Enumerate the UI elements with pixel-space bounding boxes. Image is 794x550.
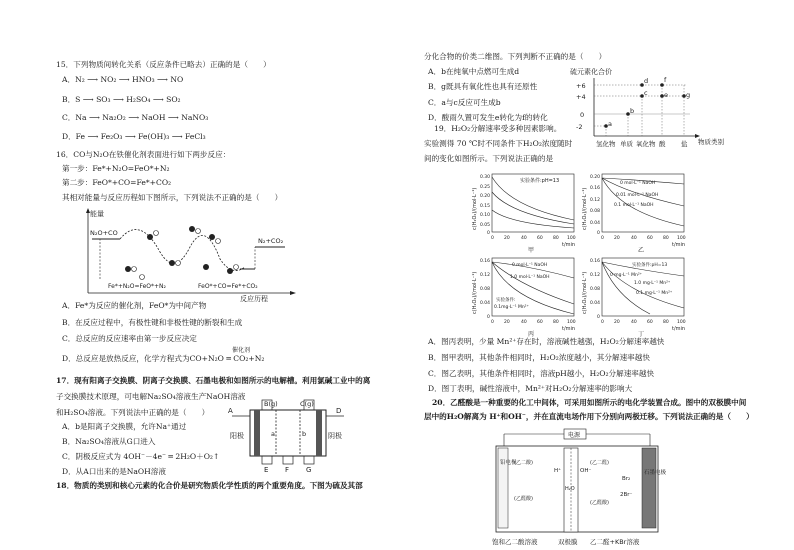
plot-bing-ytick-0: 0.16 [480,259,491,264]
point-d-label: d [644,77,649,85]
plot-jia-ytick-5: 0.05 [480,223,491,228]
q16-catalyst-note: 催化剂 [232,347,251,354]
q16-step1: 第一步：Fe*+N₂O=FeO*+N₂ [62,164,170,173]
plot-bing-xtick-3: 60 [537,320,543,325]
q19-option-a: A．图丙表明，少量 Mn²⁺存在时，溶液碱性越强，H₂O₂分解速率越快 [428,337,665,346]
port-d-label: D [336,407,342,415]
point-b-label: b [630,107,635,115]
step2-level-label: FeO*+CO=Fe*+CO₂ [198,283,258,290]
x-axis-title: 物质类别 [698,138,724,146]
plot-ding-xtick-1: 20 [614,320,620,325]
plot-jia-ytick-2: 0.20 [480,194,491,199]
q15-option-b: B．S ⟶ SO₃ ⟶ H₂SO₄ ⟶ SO₂ [62,95,181,104]
left-solution-caption: 饱和乙二酸溶液 [492,538,538,546]
plot-yi-ytick-5: 0 [597,231,600,236]
plot-yi-xtick-3: 60 [647,236,653,241]
q17-stem-line3: 和H₂SO₄溶液。下列说法中正确的是（ ） [56,408,210,417]
q19-stem-line1: 19．H₂O₂分解速率受多种因素影响。 [434,124,562,133]
port-b-label: B(g) [264,400,278,408]
plot-yi-xlabel: t/min [672,242,686,248]
plot-bing-ytick-3: 0.04 [480,301,491,306]
plot-yi-curve-label-2: 0.01 mol·L⁻¹ NaOH [616,193,659,198]
plot-ding-xtick-5: 100 [677,320,686,325]
energy-axis-label: 能量 [90,210,104,218]
plot-yi-xtick-5: 100 [677,236,686,241]
plot-yi-curve-label-1: 0 mol·L⁻¹ NaOH [620,181,656,186]
plot-bing-xtick-5: 100 [567,320,576,325]
plot-jia-xlabel: t/min [562,242,576,248]
x-tick-acid: 酸 [659,140,666,148]
plot-bing-ytick-1: 0.12 [480,273,491,278]
q18-option-c: C．a与c反应可生成b [428,98,501,107]
electrolysis-cell-figure [228,396,348,476]
q19-stem-line2: 实验测得 70 ℃时不同条件下H₂O₂浓度随时 [424,139,573,148]
q15-option-c: C．Na ⟶ Na₂O₂ ⟶ NaOH ⟶ NaNO₃ [62,113,209,122]
q16-step2: 第二步：FeO*+CO=Fe*+CO₂ [62,178,172,187]
plot-jia-ytick-3: 0.15 [480,204,491,209]
y-tick-plus4: +4 [576,93,586,101]
plot-bing-ylabel: c(H₂O₂)/(mol·L⁻¹) [472,271,478,314]
plot-ding-curve-label-2: 1.0 mg·L⁻¹ Mn²⁺ [634,281,671,286]
point-f-label: f [664,76,667,84]
mol-glyoxal-label: (乙二醛) [590,460,609,466]
port-e-label: E [264,466,269,474]
glyoxylic-acid-cell-figure [492,424,667,548]
point-g-label: g [686,91,691,99]
q18-stem-cont: 分化合物的价类二维图。下列判断不正确的是（ ） [424,52,607,61]
plot-ding-ylabel: c(H₂O₂)/(mol·L⁻¹) [582,271,588,314]
x-tick-element: 单质 [620,140,633,148]
ion-h-plus-label: H⁺ [554,468,562,474]
plot-bing-curve-label-2: 1.0 mol·L⁻¹ NaOH [510,275,550,280]
graphite-electrode-label: 石墨电极 [644,470,667,476]
plot-jia-name: 甲 [528,247,535,254]
q18-option-b: B．g既具有氧化性也具有还原性 [428,82,538,91]
energy-profile-figure [80,207,300,302]
h2o2-plot-ding [580,256,690,336]
plot-jia-xtick-5: 100 [567,236,576,241]
plot-ding-ytick-0: 0.16 [590,259,601,264]
right-solution-caption: 乙二醛+KBr溶液 [590,538,640,546]
plot-ding-ytick-1: 0.12 [590,273,601,278]
point-e-label: e [664,91,668,99]
y-tick-plus6: +6 [576,82,586,90]
plot-ding-ytick-3: 0.04 [590,301,601,306]
bipolar-membrane-caption: 双极膜 [558,538,578,546]
q17-option-a: A．b是阳离子交换膜，允许Na⁺通过 [62,422,187,431]
step1-level-label: Fe*+N₂O=FeO*+N₂ [108,283,166,290]
start-level-label: N₂O+CO [90,229,118,237]
plot-bing-ytick-4: 0 [487,315,490,320]
q16-option-a: A．Fe*为反应的催化剂，FeO*为中间产物 [62,301,207,310]
point-a-label: a [608,120,612,128]
q16-option-c: C．总反应的反应速率由第一步反应决定 [62,334,197,343]
q16-lead: 其相对能量与反应历程如下图所示，下列说法不正确的是（ ） [62,193,283,202]
cathode-label: 阴极 [328,432,342,440]
plot-yi-ytick-2: 0.12 [590,198,601,203]
h2o2-plot-jia [470,172,580,252]
plot-bing-xlabel: t/min [562,326,576,332]
plot-yi-ylabel: c(H₂O₂)/(mol·L⁻¹) [582,187,588,230]
plot-bing-condition2: 0.1mg·L⁻¹ Mn²⁺ [494,305,529,310]
plot-jia-xtick-2: 40 [521,236,527,241]
port-f-label: F [285,466,290,474]
plot-jia-xtick-3: 60 [537,236,543,241]
q19-option-b: B．图甲表明，其他条件相同时，H₂O₂浓度越小，其分解速率越快 [428,353,650,362]
port-c-label: C(g) [300,400,314,408]
power-supply-label: 电源 [568,432,581,439]
h2o-label: H₂O [565,486,575,492]
plot-ding-ytick-2: 0.08 [590,287,601,292]
plot-jia-xtick-1: 20 [504,236,510,241]
membrane-b-label: b [302,430,307,438]
plot-jia-ytick-0: 0.30 [480,175,491,180]
plot-bing-xtick-4: 80 [553,320,559,325]
plot-yi-xtick-4: 80 [663,236,669,241]
y-tick-minus2: -2 [576,123,583,131]
anode-label: 阳极 [230,432,244,440]
plot-ding-ytick-4: 0 [597,315,600,320]
q17-option-b: B．Na₂SO₄溶液从G口进入 [62,437,156,446]
h2o2-plot-bing [470,256,580,336]
plot-ding-xtick-4: 80 [663,320,669,325]
plot-ding-xtick-3: 60 [647,320,653,325]
plot-bing-xtick-0: 0 [491,320,494,325]
point-c-label: c [644,89,648,97]
plot-bing-name: 丙 [528,331,535,338]
plot-yi-xtick-1: 20 [614,236,620,241]
q15-option-a: A．N₂ ⟶ NO₂ ⟶ HNO₃ ⟶ NO [62,75,184,84]
plot-yi-xtick-0: 0 [601,236,604,241]
end-level-label: N₂+CO₂ [258,237,284,245]
x-tick-salt: 盐 [681,140,688,148]
mol-glyoxylic-acid-right-label: (乙醛酸) [590,500,609,506]
plot-yi-ytick-1: 0.16 [590,186,601,191]
q19-option-d: D．图丁表明，碱性溶液中，Mn²⁺对H₂O₂分解速率的影响大 [428,384,633,393]
q16-option-d: D．总反应是放热反应，化学方程式为CO+N₂O ═ CO₂+N₂ [62,354,265,363]
bromide-label: 2Br⁻ [620,492,633,498]
q18-stem-start: 18．物质的类别和核心元素的化合价是研究物质化学性质的两个重要角度。下图为硫及其部 [56,481,363,490]
plot-bing-curve-label-1: 0 mol·L⁻¹ NaOH [512,263,548,268]
plot-ding-condition: 实验条件:pH=13 [632,263,668,268]
h2o2-plot-yi [580,172,690,252]
plot-yi-ytick-4: 0.04 [590,221,601,226]
plot-ding-curve-label-1: 0 mg·L⁻¹ Mn²⁺ [610,273,642,278]
plot-yi-curve-label-3: 0.1 mol·L⁻¹ NaOH [614,203,654,208]
plot-yi-name: 乙 [638,247,645,254]
plot-ding-xlabel: t/min [672,326,686,332]
molecule-balls [125,226,239,280]
plot-bing-xtick-2: 40 [521,320,527,325]
reaction-path-axis-label: 反应历程 [240,295,268,303]
mol-glyoxylic-acid-left-label: (乙醛酸) [514,496,533,502]
sulfur-valence-chart [570,66,740,150]
plot-jia-condition: 实验条件:pH=13 [520,178,560,184]
q16-stem: 16．CO与N₂O在铁催化剂表面进行如下两步反应： [56,150,231,159]
q18-option-a: A．b在纯氧中点燃可生成d [428,67,520,76]
plot-ding-curve-label-3: 0.1 mg·L⁻¹ Mn²⁺ [636,291,673,296]
q15-stem: 15．下列物质间转化关系（反应条件已略去）正确的是（ ） [56,60,271,69]
plot-bing-ytick-2: 0.08 [480,287,491,292]
valence-chart-title: 硫元素化合价 [570,68,612,76]
plot-bing-xtick-1: 20 [504,320,510,325]
plot-jia-ylabel: c(H₂O₂)/(mol·L⁻¹) [472,187,478,230]
plot-ding-xtick-2: 40 [631,320,637,325]
plot-ding-name: 丁 [638,331,645,338]
q19-stem-line3: 间的变化如图所示。下列说法正确的是 [424,154,554,163]
plot-jia-xtick-0: 0 [491,236,494,241]
port-g-label: G [306,466,312,474]
q17-option-c: C．阴极反应式为 4OH⁻－4e⁻ ═ 2H₂O＋O₂↑ [62,452,220,461]
membrane-a-label: a [271,430,275,438]
plot-jia-ytick-4: 0.10 [480,213,491,218]
ion-oh-minus-label: OH⁻ [580,468,592,474]
y-tick-zero: 0 [580,111,585,119]
q16-option-b: B．在反应过程中，有极性键和非极性键的断裂和生成 [62,318,243,327]
lead-electrode-label: 铅电极 [500,460,517,466]
plot-ding-xtick-0: 0 [601,320,604,325]
bromine-label: Br₂ [622,476,631,482]
plot-jia-xtick-4: 80 [553,236,559,241]
plot-bing-condition: 实验条件: [496,298,516,303]
x-tick-oxide: 氧化物 [636,140,656,148]
plot-jia-ytick-1: 0.25 [480,185,491,190]
port-a-label: A [228,407,233,415]
q20-stem-line1: 20．乙醛酸是一种重要的化工中间体，可采用如图所示的电化学装置合成。图中的双极膜中间 [432,398,747,407]
plot-jia-ytick-6: 0 [487,231,490,236]
plot-yi-ytick-3: 0.08 [590,209,601,214]
x-tick-hydride: 氢化物 [596,140,616,148]
plot-yi-ytick-0: 0.20 [590,175,601,180]
q17-option-d: D．从A口出来的是NaOH溶液 [62,467,166,476]
q15-option-d: D．Fe ⟶ Fe₂O₃ ⟶ Fe(OH)₃ ⟶ FeCl₃ [62,132,206,141]
q19-option-c: C．图乙表明，其他条件相同时，溶液pH越小，H₂O₂分解速率越快 [428,369,655,378]
mol-oxalic-acid-label: (乙二酸) [514,460,533,466]
plot-yi-xtick-2: 40 [631,236,637,241]
q18-option-d: D．酸雨久置可发生e转化为f的转化 [428,113,548,122]
q17-stem-line1: 17．现有阳离子交换膜、阴离子交换膜、石墨电极和如图所示的电解槽。利用氯碱工业中的离 [56,376,371,385]
q17-stem-line2: 子交换膜技术原理，可电解Na₂SO₄溶液生产NaOH溶液 [56,392,246,401]
q20-stem-line2: 层中的H₂O解离为 H⁺和OH⁻，并在直流电场作用下分别向两极迁移。下列说法正确的是（ ） [424,412,754,421]
